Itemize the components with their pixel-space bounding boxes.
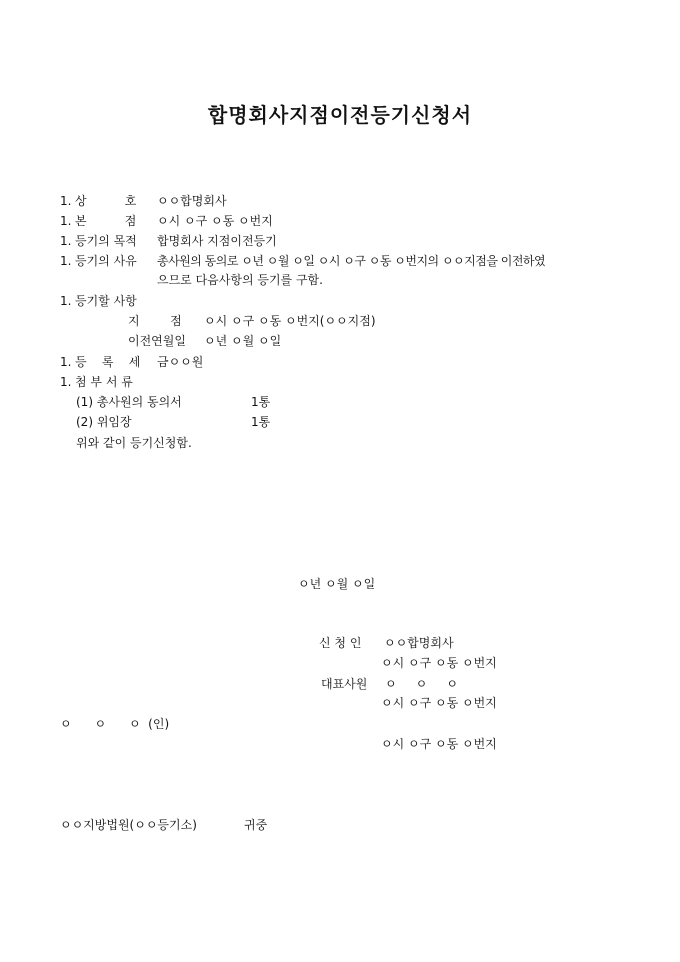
- trade-name-value: ㅇㅇ합명회사: [157, 194, 227, 208]
- agent-name-seal: ㅇ ㅇ ㅇ (인): [60, 717, 170, 731]
- application-date: ㅇ년 ㅇ월 ㅇ일: [298, 577, 376, 591]
- trade-name-label: 상 호: [75, 194, 137, 208]
- item-number: 1.: [60, 234, 72, 248]
- branch-value: ㅇ시 ㅇ구 ㅇ동 ㅇ번지(ㅇㅇ지점): [204, 314, 376, 328]
- attachment-name: (2) 위임장: [76, 415, 132, 429]
- purpose-value: 합명회사 지점이전등기: [157, 234, 277, 248]
- representative-name: ㅇ ㅇ ㅇ: [385, 677, 458, 691]
- relocation-date-label: 이전연월일: [128, 334, 186, 348]
- item-number: 1.: [60, 294, 72, 308]
- agent-address: ㅇ시 ㅇ구 ㅇ동 ㅇ번지: [381, 737, 497, 751]
- representative-label: 대표사원: [321, 677, 368, 691]
- head-office-label: 본 점: [75, 214, 137, 228]
- court-addressee: ㅇㅇ지방법원(ㅇㅇ등기소): [60, 818, 197, 832]
- attachment-count: 1통: [251, 415, 271, 429]
- head-office-value: ㅇ시 ㅇ구 ㅇ동 ㅇ번지: [157, 214, 273, 228]
- item-number: 1.: [60, 254, 72, 268]
- applicant-label: 신 청 인: [319, 636, 362, 650]
- document-title: 합명회사지점이전등기신청서: [207, 103, 473, 127]
- attachment-name: (1) 총사원의 동의서: [76, 395, 182, 409]
- applicant-address: ㅇ시 ㅇ구 ㅇ동 ㅇ번지: [381, 656, 497, 670]
- reason-value-line1: 총사원의 동의로 ㅇ년 ㅇ월 ㅇ일 ㅇ시 ㅇ구 ㅇ동 ㅇ번지의 ㅇㅇ지점을 이전하였: [157, 254, 546, 268]
- reason-value-line2: 으므로 다음사항의 등기를 구함.: [157, 273, 323, 287]
- purpose-label: 등기의 목적: [75, 234, 137, 248]
- attachment-count: 1통: [251, 395, 271, 409]
- branch-label: 지 점: [128, 314, 182, 328]
- matters-label: 등기할 사항: [75, 294, 137, 308]
- addressee-honorific: 귀중: [244, 818, 268, 832]
- closing-statement: 위와 같이 등기신청함.: [76, 436, 192, 450]
- representative-address: ㅇ시 ㅇ구 ㅇ동 ㅇ번지: [381, 696, 497, 710]
- item-number: 1.: [60, 375, 72, 389]
- reason-label: 등기의 사유: [75, 254, 137, 268]
- relocation-date-value: ㅇ년 ㅇ월 ㅇ일: [204, 334, 282, 348]
- attachments-label: 첨 부 서 류: [75, 375, 133, 389]
- applicant-company: ㅇㅇ합명회사: [384, 636, 454, 650]
- registration-tax-label: 등 록 세: [75, 355, 141, 369]
- item-number: 1.: [60, 194, 72, 208]
- registration-tax-value: 금ㅇㅇ원: [157, 355, 204, 369]
- item-number: 1.: [60, 214, 72, 228]
- item-number: 1.: [60, 355, 72, 369]
